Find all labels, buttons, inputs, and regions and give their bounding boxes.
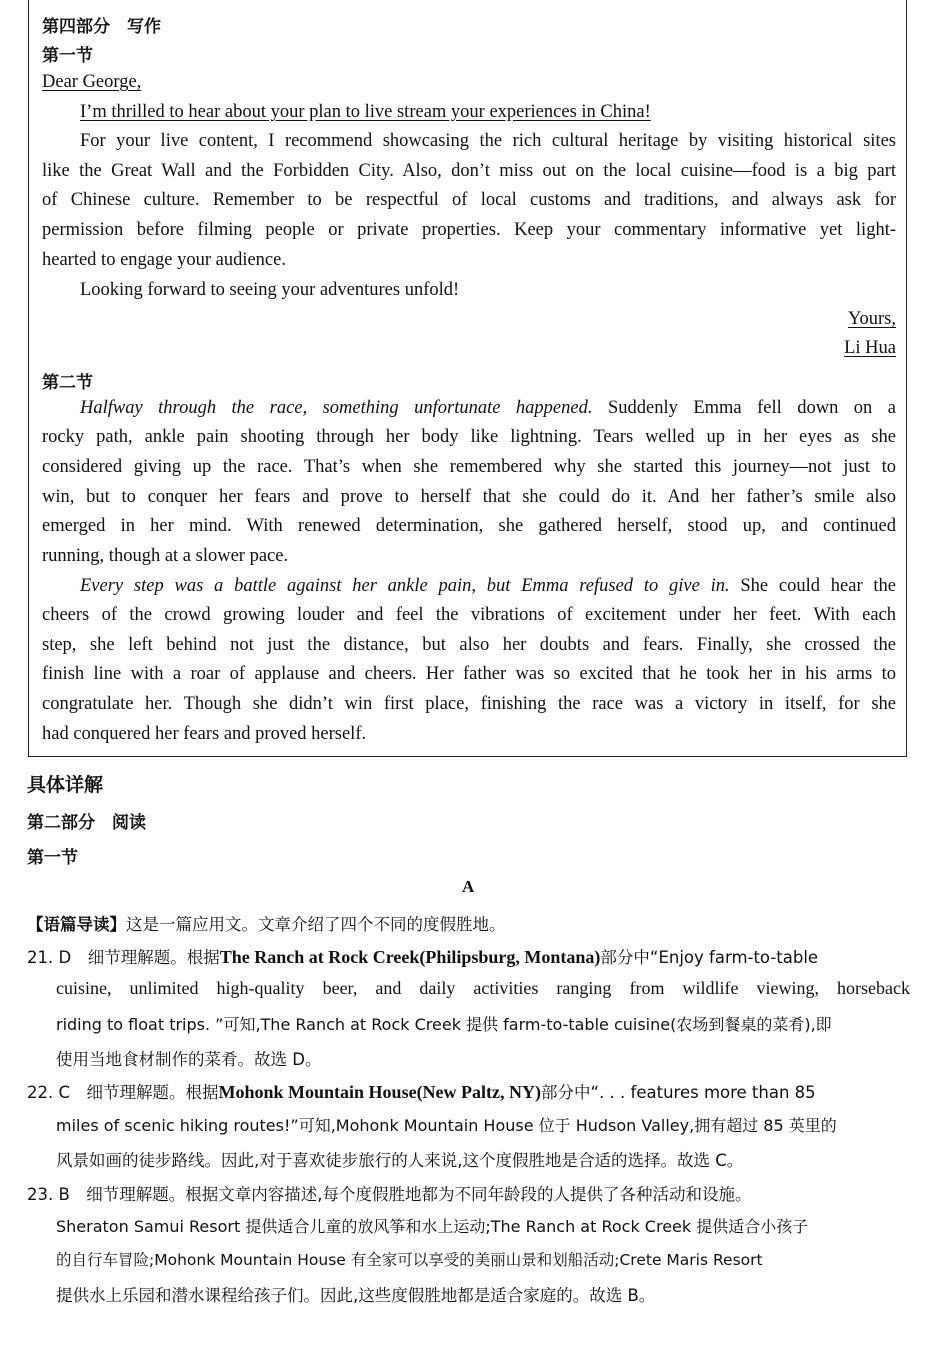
q22-line: 风景如画的徒步路线。因此,对于喜欢徒步旅行的人来说,这个度假胜地是合适的选择。故选 C。 xyxy=(56,1151,744,1170)
writing-section1-title: 第一节 xyxy=(42,46,93,66)
q23-line: 的自行车冒险;Mohonk Mountain House 有全家可以享受的美丽山景和划船活动;Crete Maris Resort xyxy=(56,1251,763,1269)
letter-line: Looking forward to seeing your adventures unfold! xyxy=(80,280,460,300)
q23-line: 23. B 细节理解题。根据文章内容描述,每个度假胜地都为不同年龄段的人提供了各种活动和设施。 xyxy=(27,1185,752,1204)
q23-line: Sheraton Samui Resort 提供适合儿童的放风筝和水上运动;The Ranch at Rock Creek 提供适合小孩子 xyxy=(56,1217,809,1236)
q22-after: 部分中“. . . features more than 85 xyxy=(541,1083,816,1102)
q21-lead: 21. D 细节理解题。根据 xyxy=(27,948,220,967)
q21-after: 部分中“Enjoy farm-to-table xyxy=(600,948,819,967)
q22-place: Mohonk Mountain House xyxy=(218,1082,417,1102)
story-line: win, but to conquer her fears and prove to herself that she could do it. And her father’s smile also xyxy=(42,487,896,507)
explanation-part-title: 第二部分 阅读 xyxy=(27,813,146,833)
story-line: step, she left behind not just the distance, but also her doubts and fears. Finally, she crossed the xyxy=(42,635,896,655)
para1-first-line-rest: Suddenly Emma fell down on a xyxy=(592,398,896,418)
letter-line: of Chinese culture. Remember to be respectful of local customs and traditions, and always ask for xyxy=(42,190,896,210)
story-line: emerged in her mind. With renewed determination, she gathered herself, stood up, and continued xyxy=(42,516,896,536)
intro-tag: 【语篇导读】 xyxy=(27,915,126,934)
passage-intro xyxy=(27,911,506,935)
story-line: running, though at a slower pace. xyxy=(42,546,289,566)
letter-line: like the Great Wall and the Forbidden City. Also, don’t miss out on the local cuisine—food is a big part xyxy=(42,161,896,181)
letter-closing: Yours, xyxy=(848,309,896,329)
letter-line: For your live content, I recommend showcasing the rich cultural heritage by visiting historical sites xyxy=(80,131,896,151)
letter-line: hearted to engage your audience. xyxy=(42,250,286,270)
explanation-title: 具体详解 xyxy=(27,774,104,796)
q21-line1 xyxy=(27,944,910,968)
q22-location: (New Paltz, NY) xyxy=(416,1082,542,1102)
passage-label: A xyxy=(462,877,475,896)
letter-line: I’m thrilled to hear about your plan to live stream your experiences in China! xyxy=(80,102,651,122)
q23-line: 提供水上乐园和潜水课程给孩子们。因此,这些度假胜地都是适合家庭的。故选 B。 xyxy=(56,1286,656,1305)
q21-location: (Philipsburg, Montana) xyxy=(419,947,601,967)
para1-opening-sentence: Halfway through the race, something unfortunate happened. xyxy=(80,398,593,418)
letter-salutation: Dear George, xyxy=(42,72,142,92)
story-line: considered giving up the race. That’s when she remembered why she started this journey—not just to xyxy=(42,457,896,477)
explanation-section-title: 第一节 xyxy=(27,848,78,868)
q21-line: cuisine, unlimited high-quality beer, and daily activities ranging from wildlife viewing, horseback xyxy=(56,978,910,998)
letter-signature: Li Hua xyxy=(844,338,896,358)
q22-line1 xyxy=(27,1079,910,1103)
para2-opening-sentence: Every step was a battle against her ankle pain, but Emma refused to give in. xyxy=(80,576,730,596)
story-line: congratulate her. Though she didn’t win first place, finishing the race was a victory in itself, for she xyxy=(42,694,896,714)
q21-place: The Ranch at Rock Creek xyxy=(219,947,420,967)
writing-section2-title: 第二节 xyxy=(42,373,93,393)
para2-first-line-rest: She could hear the xyxy=(729,576,896,596)
q21-line: riding to float trips. ”可知,The Ranch at Rock Creek 提供 farm-to-table cuisine(农场到餐桌的菜肴),即 xyxy=(56,1015,832,1034)
writing-part-title: 第四部分 写作 xyxy=(42,17,161,37)
story-line: rocky path, ankle pain shooting through her body like lightning. Tears welled up in her eyes as she xyxy=(42,427,896,447)
story-line: had conquered her fears and proved herself. xyxy=(42,724,367,744)
story-line: finish line with a roar of applause and cheers. Her father was so excited that he took her in his arms to xyxy=(42,664,896,684)
story-line: cheers of the crowd growing louder and feel the vibrations of excitement under her feet. With each xyxy=(42,605,896,625)
intro-text: 这是一篇应用文。文章介绍了四个不同的度假胜地。 xyxy=(126,915,506,934)
story-para2-first-line xyxy=(80,576,896,597)
q21-line: 使用当地食材制作的菜肴。故选 D。 xyxy=(56,1050,322,1069)
q22-lead: 22. C 细节理解题。根据 xyxy=(27,1083,219,1102)
q22-line: miles of scenic hiking routes!”可知,Mohonk Mountain House 位于 Hudson Valley,拥有超过 85 英里的 xyxy=(56,1116,837,1135)
story-para1-first-line xyxy=(80,398,896,419)
letter-line: permission before filming people or private properties. Keep your commentary informative yet light- xyxy=(42,220,896,240)
